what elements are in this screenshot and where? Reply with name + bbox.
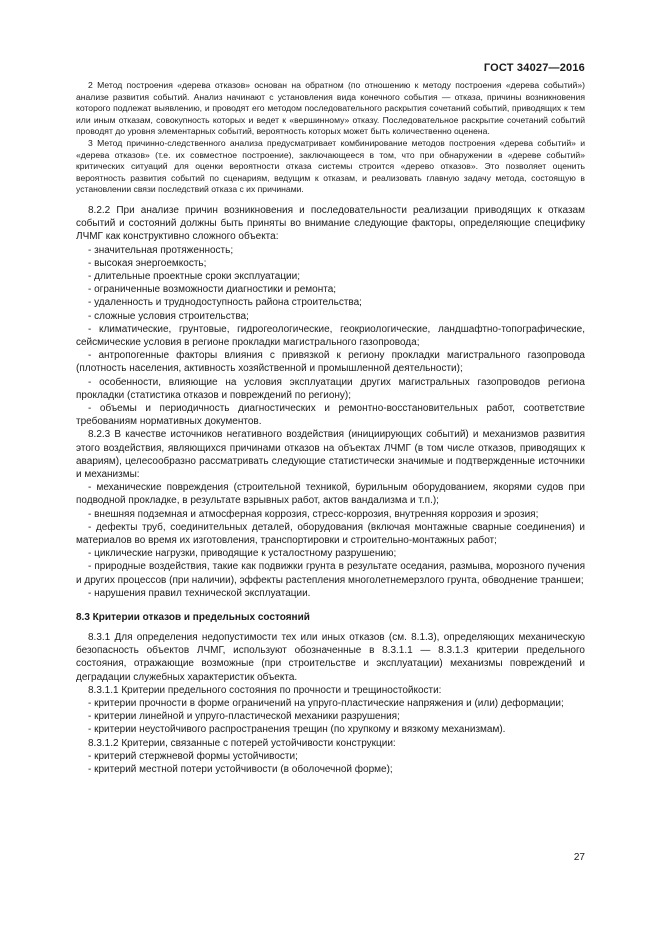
- list-item: - климатические, грунтовые, гидрогеологические, геокриологические, ландшафтно-топографические, сейсмические условия в регионе прокладки магистрального газопровода;: [76, 323, 585, 348]
- page-content: [76, 80, 585, 776]
- page-number: 27: [573, 852, 585, 863]
- body-block: [76, 204, 585, 600]
- paragraph: 8.2.3 В качестве источников негативного воздействия (инициирующих событий) и механизмов развития этого воздействия, являющихся причинами отказов на объектах ЛЧМГ (в том числе отказов, приводящих к авариям), целесообразно рассматривать следующие статистически значимые и подтвержденные источники и механизмы:: [76, 429, 585, 480]
- list-item: - циклические нагрузки, приводящие к усталостному разрушению;: [88, 548, 397, 560]
- list-item: - механические повреждения (строительной техникой, бурильным оборудованием, якорями судов при подводной прокладке, в результате взрывных работ, актов вандализма и т.п.);: [76, 482, 585, 507]
- list-item: - особенности, влияющие на условия эксплуатации других магистральных газопроводов региона прокладки (статистика отказов и повреждений по региону);: [76, 376, 585, 401]
- paragraph: 8.3.1.2 Критерии, связанные с потерей устойчивости конструкции:: [88, 737, 396, 749]
- list-item: - критерий стержневой формы устойчивости;: [88, 750, 298, 762]
- paragraph: 8.3.1.1 Критерии предельного состояния по прочности и трещиностойкости:: [88, 684, 442, 696]
- list-item: - значительная протяженность;: [88, 244, 234, 256]
- list-item: - высокая энергоемкость;: [88, 257, 207, 269]
- note-paragraph: 2 Метод построения «дерева отказов» основан на обратном (по отношению к методу построения «дерева событий») анализе развития событий. Анализ начинают с установления вида конечного события — отказа, причины возникновения которого подлежат выявлению, и проводят его методом последовательного раскрытия сочетаний событий, приводящих к тем или иным отказам, совокупность которых и ведет к «вершинному» отказу. Последовательное раскрытие сочетаний событий проводят до уровня элементарных событий, вероятность которых может быть количественно оценена.: [76, 80, 585, 137]
- notes-block: [76, 80, 585, 196]
- list-item: - критерии неустойчивого распространения трещин (по хрупкому и вязкому механизмам).: [88, 724, 506, 736]
- list-item: - длительные проектные сроки эксплуатации;: [88, 270, 301, 282]
- list-item: - сложные условия строительства;: [88, 310, 249, 322]
- document-code: ГОСТ 34027—2016: [483, 62, 585, 74]
- list-item: - внешняя подземная и атмосферная коррозия, стресс-коррозия, внутренняя коррозия и эрозия;: [88, 508, 539, 520]
- paragraph: 8.2.2 При анализе причин возникновения и последовательности реализации приводящих к отказам событий и состояний должны быть приняты во внимание следующие факторы, определяющие специфику ЛЧМГ как конструктивно сложного объекта:: [76, 204, 585, 243]
- list-item: - критерии прочности в форме ограничений на упруго-пластические напряжения и (или) деформации;: [88, 698, 564, 710]
- list-item: - критерий местной потери устойчивости (в оболочечной форме);: [88, 764, 393, 776]
- paragraph: 8.3.1 Для определения недопустимости тех или иных отказов (см. 8.1.3), определяющих механическую безопасность объектов ЛЧМГ, используют обозначенные в 8.3.1.1 — 8.3.1.3 критерии предельного состояния, отражающие возможные (при строительстве и эксплуатации) механизмы повреждений и деградации служебных характеристик объекта.: [76, 632, 585, 683]
- list-item: - удаленность и труднодоступность района строительства;: [88, 297, 362, 309]
- list-item: - антропогенные факторы влияния с привязкой к региону прокладки магистрального газопровода (плотность населения, активность хозяйственной и промышленной деятельности);: [76, 350, 585, 375]
- body-block-2: [76, 631, 585, 776]
- section-heading: 8.3 Критерии отказов и предельных состояний: [76, 612, 310, 624]
- list-item: - критерии линейной и упруго-пластической механики разрушения;: [88, 711, 400, 723]
- note-paragraph: 3 Метод причинно-следственного анализа предусматривает комбинирование методов построения «дерева событий» и «дерева отказов» (т.е. их совместное построение), заключающееся в том, что при обнаружении в «дереве событий» критических ситуаций для оценки вероятности отказа системы строится «дерево отказов». Это позволяет оценить вероятность развития событий по сценариям, ведущим к отказам, и реализовать главную задачу метода, состоящую в установлении связи последствий отказа с их причинами.: [76, 137, 585, 195]
- list-item: - ограниченные возможности диагностики и ремонта;: [88, 284, 337, 296]
- list-item: - дефекты труб, соединительных деталей, оборудования (включая монтажные сварные соединения) и материалов во время их изготовления, транспортировки и строительно-монтажных работ;: [76, 521, 585, 547]
- list-item: - нарушения правил технической эксплуатации.: [88, 587, 311, 599]
- list-item: - объемы и периодичность диагностических и ремонтно-восстановительных работ, соответствие требованиям нормативных документов.: [76, 402, 585, 428]
- list-item: - природные воздействия, такие как подвижки грунта в результате оседания, размыва, морозного пучения и других процессов (при наличии), эффекты растепления многолетнемерзлого грунта, обводнение траншеи;: [76, 561, 585, 586]
